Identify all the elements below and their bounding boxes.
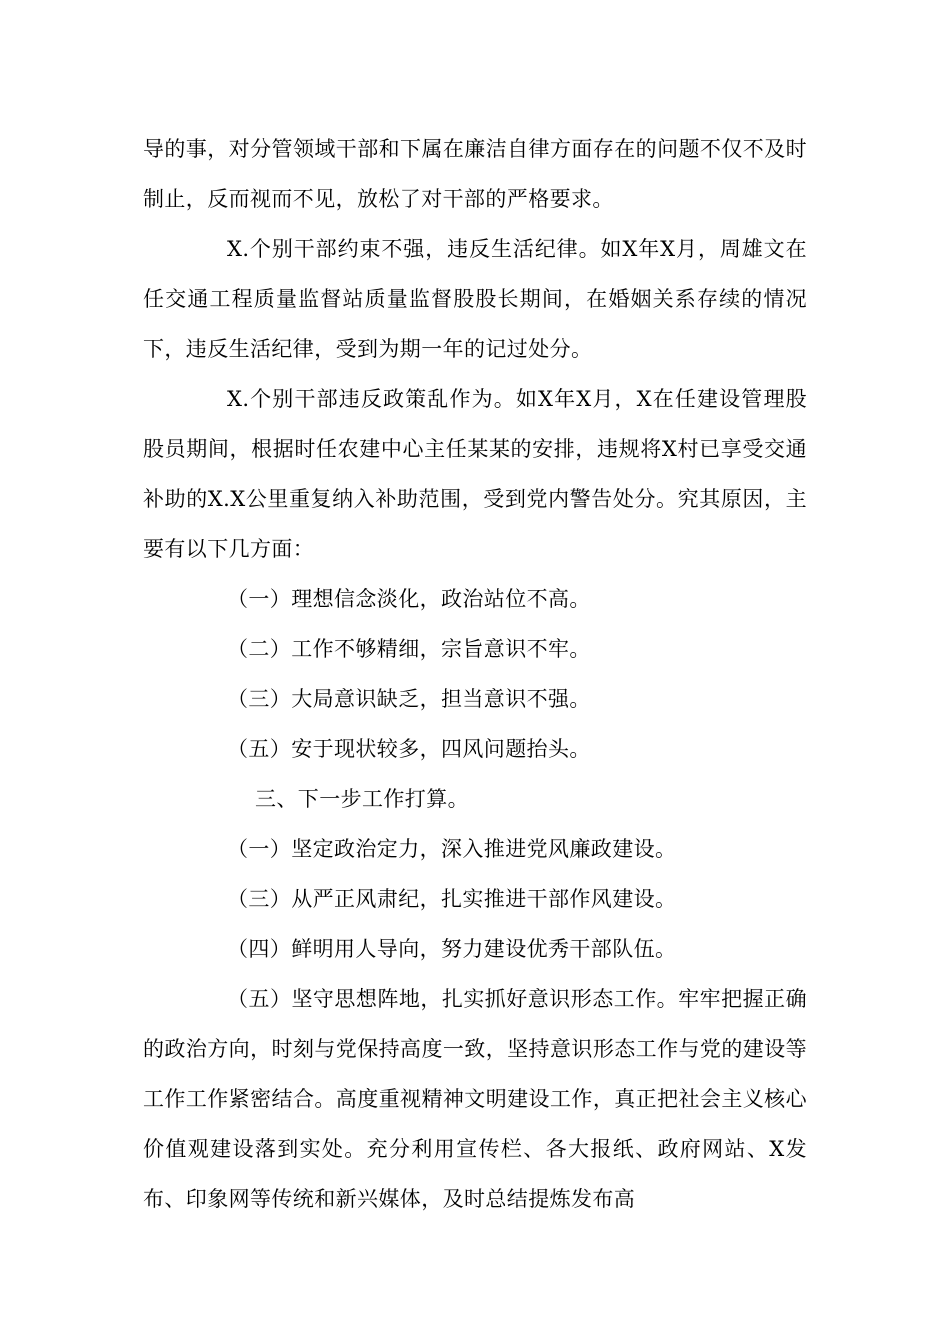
paragraph-plan-3: （三）从严正风肃纪，扎实推进干部作风建设。 bbox=[227, 887, 677, 911]
paragraph-reason-2: （二）工作不够精细，宗旨意识不牢。 bbox=[227, 637, 591, 661]
paragraph-reason-1: （一）理想信念淡化，政治站位不高。 bbox=[227, 587, 591, 611]
section-heading-next-steps: 三、下一步工作打算。 bbox=[255, 787, 469, 811]
paragraph-case-1: X.个别干部约束不强，违反生活纪律。如X年X月，周雄文在任交通工程质量监督站质量监督股股长期间，在婚姻关系存续的情况下，违反生活纪律，受到为期一年的记过处分。 bbox=[143, 237, 807, 361]
paragraph-plan-5: （五）坚守思想阵地，扎实抓好意识形态工作。牢牢把握正确的政治方向，时刻与党保持高度一致，坚持意识形态工作与党的建设等工作工作紧密结合。高度重视精神文明建设工作，真正把社会主义核心价值观建设落到实处。充分利用宣传栏、各大报纸、政府网站、X发布、印象网等传统和新兴媒体，及时总结提炼发布高 bbox=[143, 987, 807, 1211]
paragraph-continuation: 导的事，对分管领域干部和下属在廉洁自律方面存在的问题不仅不及时制止，反而视而不见，放松了对干部的严格要求。 bbox=[143, 137, 807, 211]
paragraph-plan-1: （一）坚定政治定力，深入推进党风廉政建设。 bbox=[227, 837, 677, 861]
paragraph-plan-4: （四）鲜明用人导向，努力建设优秀干部队伍。 bbox=[227, 937, 677, 961]
paragraph-case-2: X.个别干部违反政策乱作为。如X年X月，X在任建设管理股股员期间，根据时任农建中心主任某某的安排，违规将X村已享受交通补助的X.X公里重复纳入补助范围，受到党内警告处分。究其原因，主要有以下几方面： bbox=[143, 387, 807, 561]
paragraph-reason-3: （三）大局意识缺乏，担当意识不强。 bbox=[227, 687, 591, 711]
paragraph-reason-5: （五）安于现状较多，四风问题抬头。 bbox=[227, 737, 591, 761]
document-body bbox=[143, 124, 807, 1224]
